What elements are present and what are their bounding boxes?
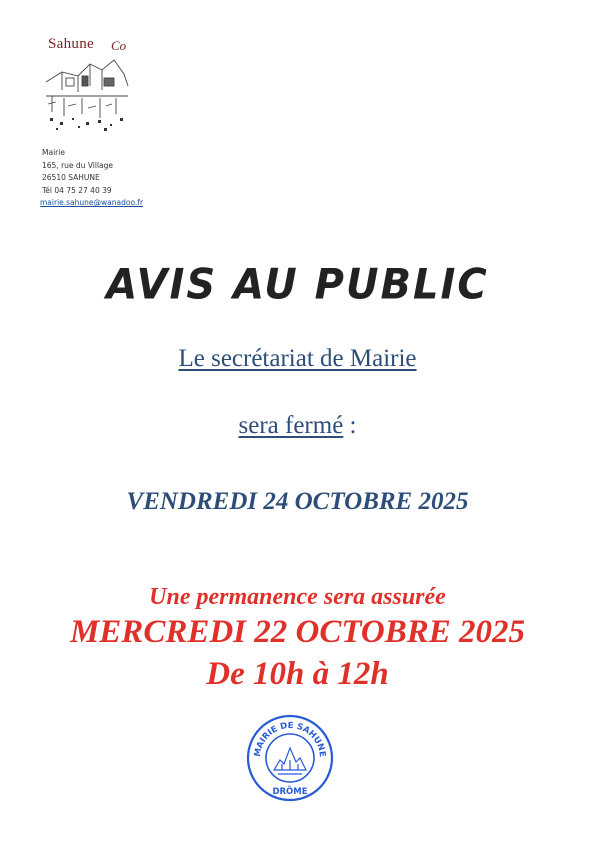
permanence-hours: De 10h à 12h xyxy=(206,656,389,692)
notice-status xyxy=(0,412,595,440)
stamp-top-text: MAIRIE DE SAHUNE xyxy=(252,720,328,758)
permanence-date: MERCREDI 22 OCTOBRE 2025 xyxy=(69,614,526,650)
village-sketch-icon xyxy=(42,56,132,132)
address-phone: Tél 04 75 27 40 39 xyxy=(42,185,112,195)
address-line-3: 26510 SAHUNE xyxy=(42,173,100,182)
page-title: AVIS AU PUBLIC xyxy=(106,260,489,310)
logo-name: Sahune xyxy=(48,36,94,52)
address-line-2: 165, rue du Village xyxy=(42,160,114,170)
svg-text:MAIRIE DE SAHUNE xyxy=(253,721,327,758)
closure-date: VENDREDI 24 OCTOBRE 2025 xyxy=(126,488,469,515)
notice-status-text: sera fermé xyxy=(238,412,344,439)
village-logo xyxy=(38,32,148,132)
notice-subject-text: Le secrétariat de Mairie xyxy=(178,345,417,372)
notice-status-suffix: : xyxy=(343,412,357,439)
stamp-bottom-text: DRÔME xyxy=(272,787,308,797)
permanence-notice: Une permanence sera assurée xyxy=(149,584,446,610)
logo-suffix: Co xyxy=(111,38,127,53)
mairie-stamp-icon xyxy=(244,712,336,804)
notice-subject xyxy=(0,345,595,373)
address-line-1: Mairie xyxy=(42,148,65,157)
mairie-address xyxy=(42,147,242,210)
email-link[interactable]: mairie.sahune@wanadoo.fr xyxy=(40,198,144,207)
